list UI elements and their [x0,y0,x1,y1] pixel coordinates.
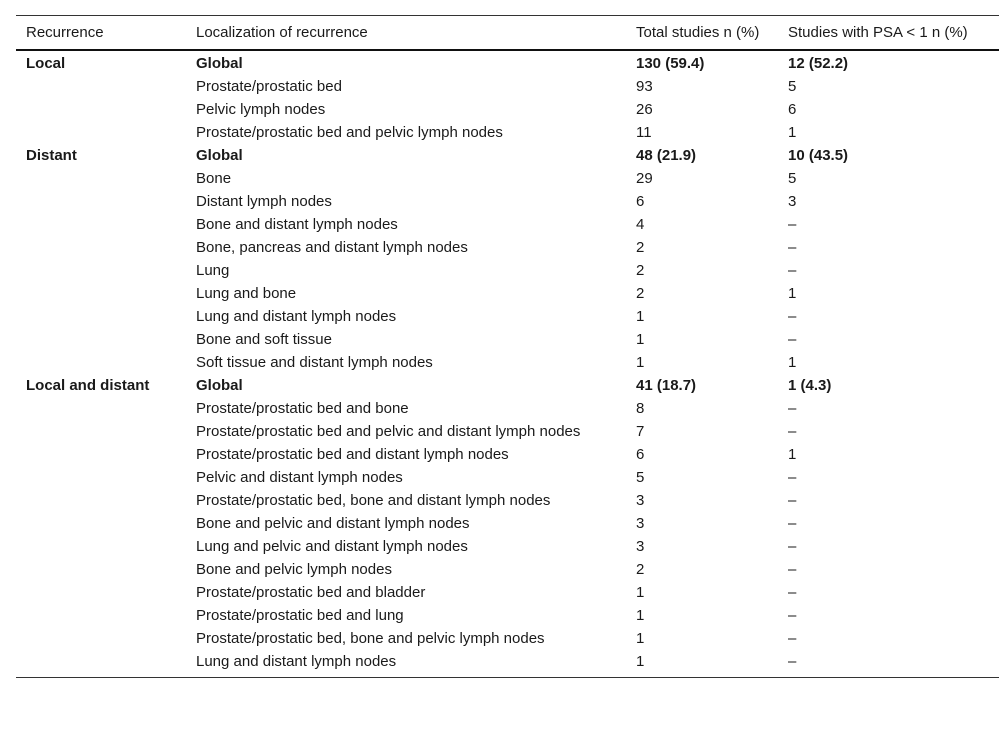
cell-total-studies: 2 [636,561,645,578]
header-row [16,16,999,51]
cell-recurrence [16,351,186,374]
cell-total-studies: 48 (21.9) [636,147,697,164]
cell-recurrence: Local and distant [26,377,150,394]
cell-localization: Prostate/prostatic bed and lung [196,607,404,624]
cell-localization: Prostate/prostatic bed and bladder [196,584,426,601]
table-row [16,443,999,466]
cell-studies-psa: – [788,400,797,417]
cell-recurrence [16,305,186,328]
cell-recurrence [16,236,186,259]
header-studies-psa: Studies with PSA < 1 n (%) [778,16,999,51]
cell-studies-psa: 1 [788,354,797,371]
cell-total-studies: 29 [636,170,653,187]
cell-total-studies: 4 [636,216,645,233]
table-row [16,581,999,604]
cell-total-studies: 2 [636,262,645,279]
cell-localization: Soft tissue and distant lymph nodes [196,354,433,371]
table-row [16,282,999,305]
cell-localization: Global [196,377,243,394]
cell-total-studies: 1 [636,354,645,371]
cell-localization: Prostate/prostatic bed and pelvic lymph nodes [196,124,503,141]
table-row [16,604,999,627]
header-recurrence: Recurrence [16,16,186,51]
cell-studies-psa: – [778,650,999,678]
cell-recurrence [16,535,186,558]
table-row [16,75,999,98]
cell-recurrence [16,98,186,121]
cell-studies-psa: – [788,423,797,440]
table-row [16,466,999,489]
cell-recurrence [16,581,186,604]
cell-recurrence [16,167,186,190]
cell-total-studies: 3 [636,515,645,532]
table-row [16,489,999,512]
cell-total-studies: 7 [636,423,645,440]
table-row [16,512,999,535]
cell-localization: Bone and pelvic and distant lymph nodes [196,515,470,532]
cell-studies-psa: 12 (52.2) [788,55,849,72]
header-localization: Localization of recurrence [186,16,626,51]
cell-recurrence [16,75,186,98]
cell-localization: Prostate/prostatic bed, bone and distant lymph nodes [196,492,551,509]
cell-studies-psa: – [788,262,797,279]
cell-total-studies: 6 [636,193,645,210]
cell-recurrence [16,627,186,650]
cell-recurrence [16,443,186,466]
cell-studies-psa: – [788,239,797,256]
cell-total-studies: 3 [636,538,645,555]
table-row [16,374,999,397]
cell-total-studies: 3 [636,492,645,509]
table-row [16,50,999,75]
cell-studies-psa: – [788,607,797,624]
cell-recurrence [16,213,186,236]
cell-total-studies: 6 [636,446,645,463]
cell-localization: Distant lymph nodes [196,193,332,210]
cell-localization: Lung and distant lymph nodes [186,650,626,678]
cell-studies-psa: 1 [788,446,797,463]
cell-localization: Bone and pelvic lymph nodes [196,561,392,578]
cell-recurrence [16,466,186,489]
cell-localization: Lung and bone [196,285,297,302]
recurrence-table [16,15,999,678]
cell-total-studies: 41 (18.7) [636,377,697,394]
cell-studies-psa: – [788,308,797,325]
table-row [16,236,999,259]
cell-recurrence [16,259,186,282]
cell-total-studies: 2 [636,285,645,302]
cell-total-studies: 130 (59.4) [636,55,705,72]
cell-recurrence [16,121,186,144]
cell-localization: Lung and distant lymph nodes [196,308,397,325]
cell-studies-psa: – [788,515,797,532]
cell-studies-psa: – [788,630,797,647]
cell-studies-psa: 1 [788,124,797,141]
cell-studies-psa: – [788,216,797,233]
table-row [16,420,999,443]
cell-localization: Bone and distant lymph nodes [196,216,398,233]
cell-localization: Pelvic lymph nodes [196,101,326,118]
cell-total-studies: 11 [636,124,652,141]
cell-total-studies: 8 [636,400,645,417]
cell-total-studies: 93 [636,78,653,95]
cell-total-studies: 2 [636,239,645,256]
table-row [16,213,999,236]
cell-localization: Prostate/prostatic bed and distant lymph nodes [196,446,509,463]
cell-studies-psa: – [788,538,797,555]
table-row [16,259,999,282]
cell-studies-psa: 1 [788,285,797,302]
table-row [16,98,999,121]
cell-studies-psa: 5 [788,78,797,95]
table-row [16,167,999,190]
cell-localization: Prostate/prostatic bed, bone and pelvic lymph nodes [196,630,545,647]
cell-studies-psa: 1 (4.3) [788,377,832,394]
cell-studies-psa: – [788,561,797,578]
cell-total-studies: 1 [636,607,645,624]
table-row [16,650,999,678]
table-row [16,328,999,351]
cell-localization: Prostate/prostatic bed [196,78,342,95]
table-body [16,50,999,678]
cell-localization: Global [196,55,243,72]
cell-recurrence [16,489,186,512]
cell-recurrence: Distant [26,147,77,164]
cell-localization: Bone, pancreas and distant lymph nodes [196,239,468,256]
cell-total-studies: 1 [636,331,645,348]
cell-localization: Bone and soft tissue [196,331,332,348]
cell-studies-psa: – [788,584,797,601]
cell-localization: Lung [196,262,230,279]
cell-recurrence [16,190,186,213]
cell-studies-psa: – [788,331,797,348]
table-row [16,190,999,213]
cell-recurrence [16,558,186,581]
cell-recurrence [16,650,186,678]
cell-studies-psa: 3 [788,193,797,210]
cell-recurrence [16,512,186,535]
cell-localization: Pelvic and distant lymph nodes [196,469,403,486]
header-total-studies: Total studies n (%) [626,16,778,51]
table-row [16,351,999,374]
cell-recurrence [16,420,186,443]
cell-studies-psa: 5 [788,170,797,187]
cell-total-studies: 1 [636,630,645,647]
cell-studies-psa: 10 (43.5) [788,147,849,164]
cell-localization: Prostate/prostatic bed and pelvic and distant lymph nodes [196,423,581,440]
cell-recurrence: Local [26,55,66,72]
table-row [16,627,999,650]
table-row [16,558,999,581]
cell-total-studies: 26 [636,101,653,118]
cell-recurrence [16,282,186,305]
cell-studies-psa: – [788,469,797,486]
table-header [16,16,999,51]
cell-total-studies: 5 [636,469,645,486]
table-row [16,144,999,167]
cell-localization: Global [196,147,243,164]
cell-recurrence [16,397,186,420]
cell-total-studies: 1 [636,308,645,325]
cell-localization: Bone [196,170,232,187]
cell-total-studies: 1 [636,584,645,601]
cell-localization: Lung and pelvic and distant lymph nodes [196,538,468,555]
cell-total-studies: 1 [626,650,778,678]
cell-recurrence [16,604,186,627]
cell-localization: Prostate/prostatic bed and bone [196,400,409,417]
cell-recurrence [16,328,186,351]
table-row [16,397,999,420]
table-row [16,121,999,144]
cell-studies-psa: – [788,492,797,509]
cell-studies-psa: 6 [788,101,797,118]
table-row [16,305,999,328]
table-row [16,535,999,558]
